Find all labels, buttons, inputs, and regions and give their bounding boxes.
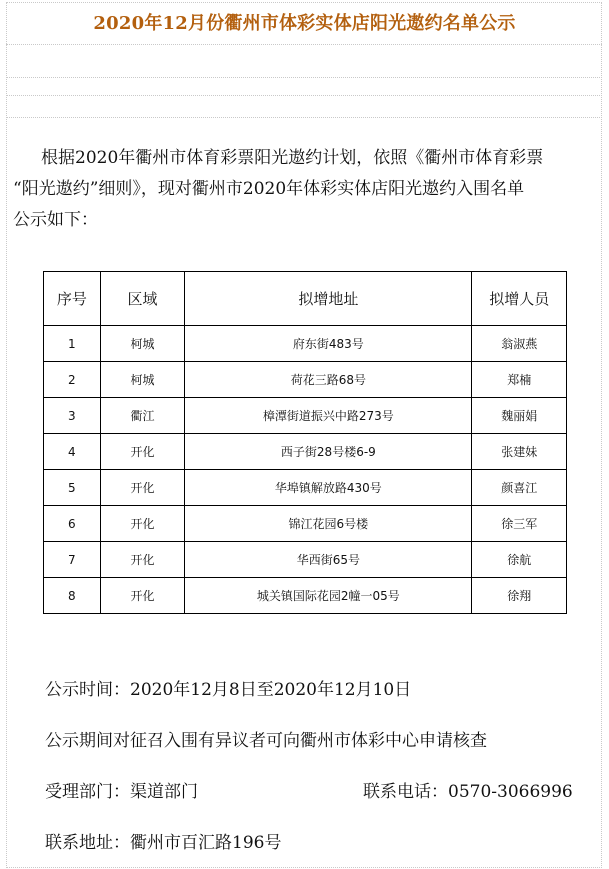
cell-area: 开化	[100, 434, 185, 470]
cell-person: 郑楠	[472, 362, 567, 398]
divider	[6, 117, 602, 118]
table-header-row	[44, 272, 567, 326]
cell-address: 府东街483号	[185, 326, 472, 362]
header-area: 区域	[100, 272, 185, 326]
cell-area: 开化	[100, 542, 185, 578]
intro-line: 公示如下：	[13, 210, 98, 230]
header-address: 拟增地址	[185, 272, 472, 326]
objection-notice: 公示期间对征召入围有异议者可向衢州市体彩中心申请核查	[45, 731, 487, 751]
divider	[6, 95, 602, 96]
page-title: 2020年12月份衢州市体彩实体店阳光遨约名单公示	[93, 13, 516, 34]
cell-no: 3	[44, 398, 101, 434]
divider	[6, 77, 602, 78]
cell-address: 西子街28号楼6-9	[185, 434, 472, 470]
table-row	[44, 326, 567, 362]
cell-area: 柯城	[100, 326, 185, 362]
divider	[6, 44, 602, 45]
cell-address: 华西街65号	[185, 542, 472, 578]
header-no: 序号	[44, 272, 101, 326]
intro-line: “阳光遨约”细则》，现对衢州市2020年体彩实体店阳光遨约入围名单	[13, 179, 525, 199]
cell-person: 魏丽娟	[472, 398, 567, 434]
cell-no: 1	[44, 326, 101, 362]
cell-person: 徐航	[472, 542, 567, 578]
cell-no: 4	[44, 434, 101, 470]
table-row	[44, 434, 567, 470]
cell-no: 5	[44, 470, 101, 506]
cell-person: 颜喜江	[472, 470, 567, 506]
handling-department: 受理部门：渠道部门	[45, 782, 198, 802]
cell-area: 柯城	[100, 362, 185, 398]
cell-person: 张建妹	[472, 434, 567, 470]
cell-person: 徐三军	[472, 506, 567, 542]
publicity-period: 公示时间：2020年12月8日至2020年12月10日	[45, 680, 412, 700]
table-row	[44, 542, 567, 578]
cell-no: 8	[44, 578, 101, 614]
cell-address: 华埠镇解放路430号	[185, 470, 472, 506]
header-person: 拟增人员	[472, 272, 567, 326]
cell-person: 翁淑燕	[472, 326, 567, 362]
contact-phone: 联系电话：0570-3066996	[363, 782, 573, 802]
shortlist-table	[43, 271, 567, 614]
table-row	[44, 578, 567, 614]
contact-address: 联系地址：衢州市百汇路196号	[45, 833, 282, 853]
cell-address: 荷花三路68号	[185, 362, 472, 398]
cell-no: 6	[44, 506, 101, 542]
table-row	[44, 506, 567, 542]
intro-line: 根据2020年衢州市体育彩票阳光遨约计划，依照《衢州市体育彩票	[41, 148, 544, 168]
cell-area: 开化	[100, 578, 185, 614]
cell-person: 徐翔	[472, 578, 567, 614]
cell-area: 开化	[100, 506, 185, 542]
cell-address: 城关镇国际花园2幢一05号	[185, 578, 472, 614]
table-row	[44, 362, 567, 398]
cell-area: 衢江	[100, 398, 185, 434]
cell-address: 锦江花园6号楼	[185, 506, 472, 542]
intro-paragraph	[13, 143, 603, 236]
table-row	[44, 470, 567, 506]
cell-no: 7	[44, 542, 101, 578]
table-row	[44, 398, 567, 434]
cell-area: 开化	[100, 470, 185, 506]
cell-no: 2	[44, 362, 101, 398]
cell-address: 樟潭街道振兴中路273号	[185, 398, 472, 434]
